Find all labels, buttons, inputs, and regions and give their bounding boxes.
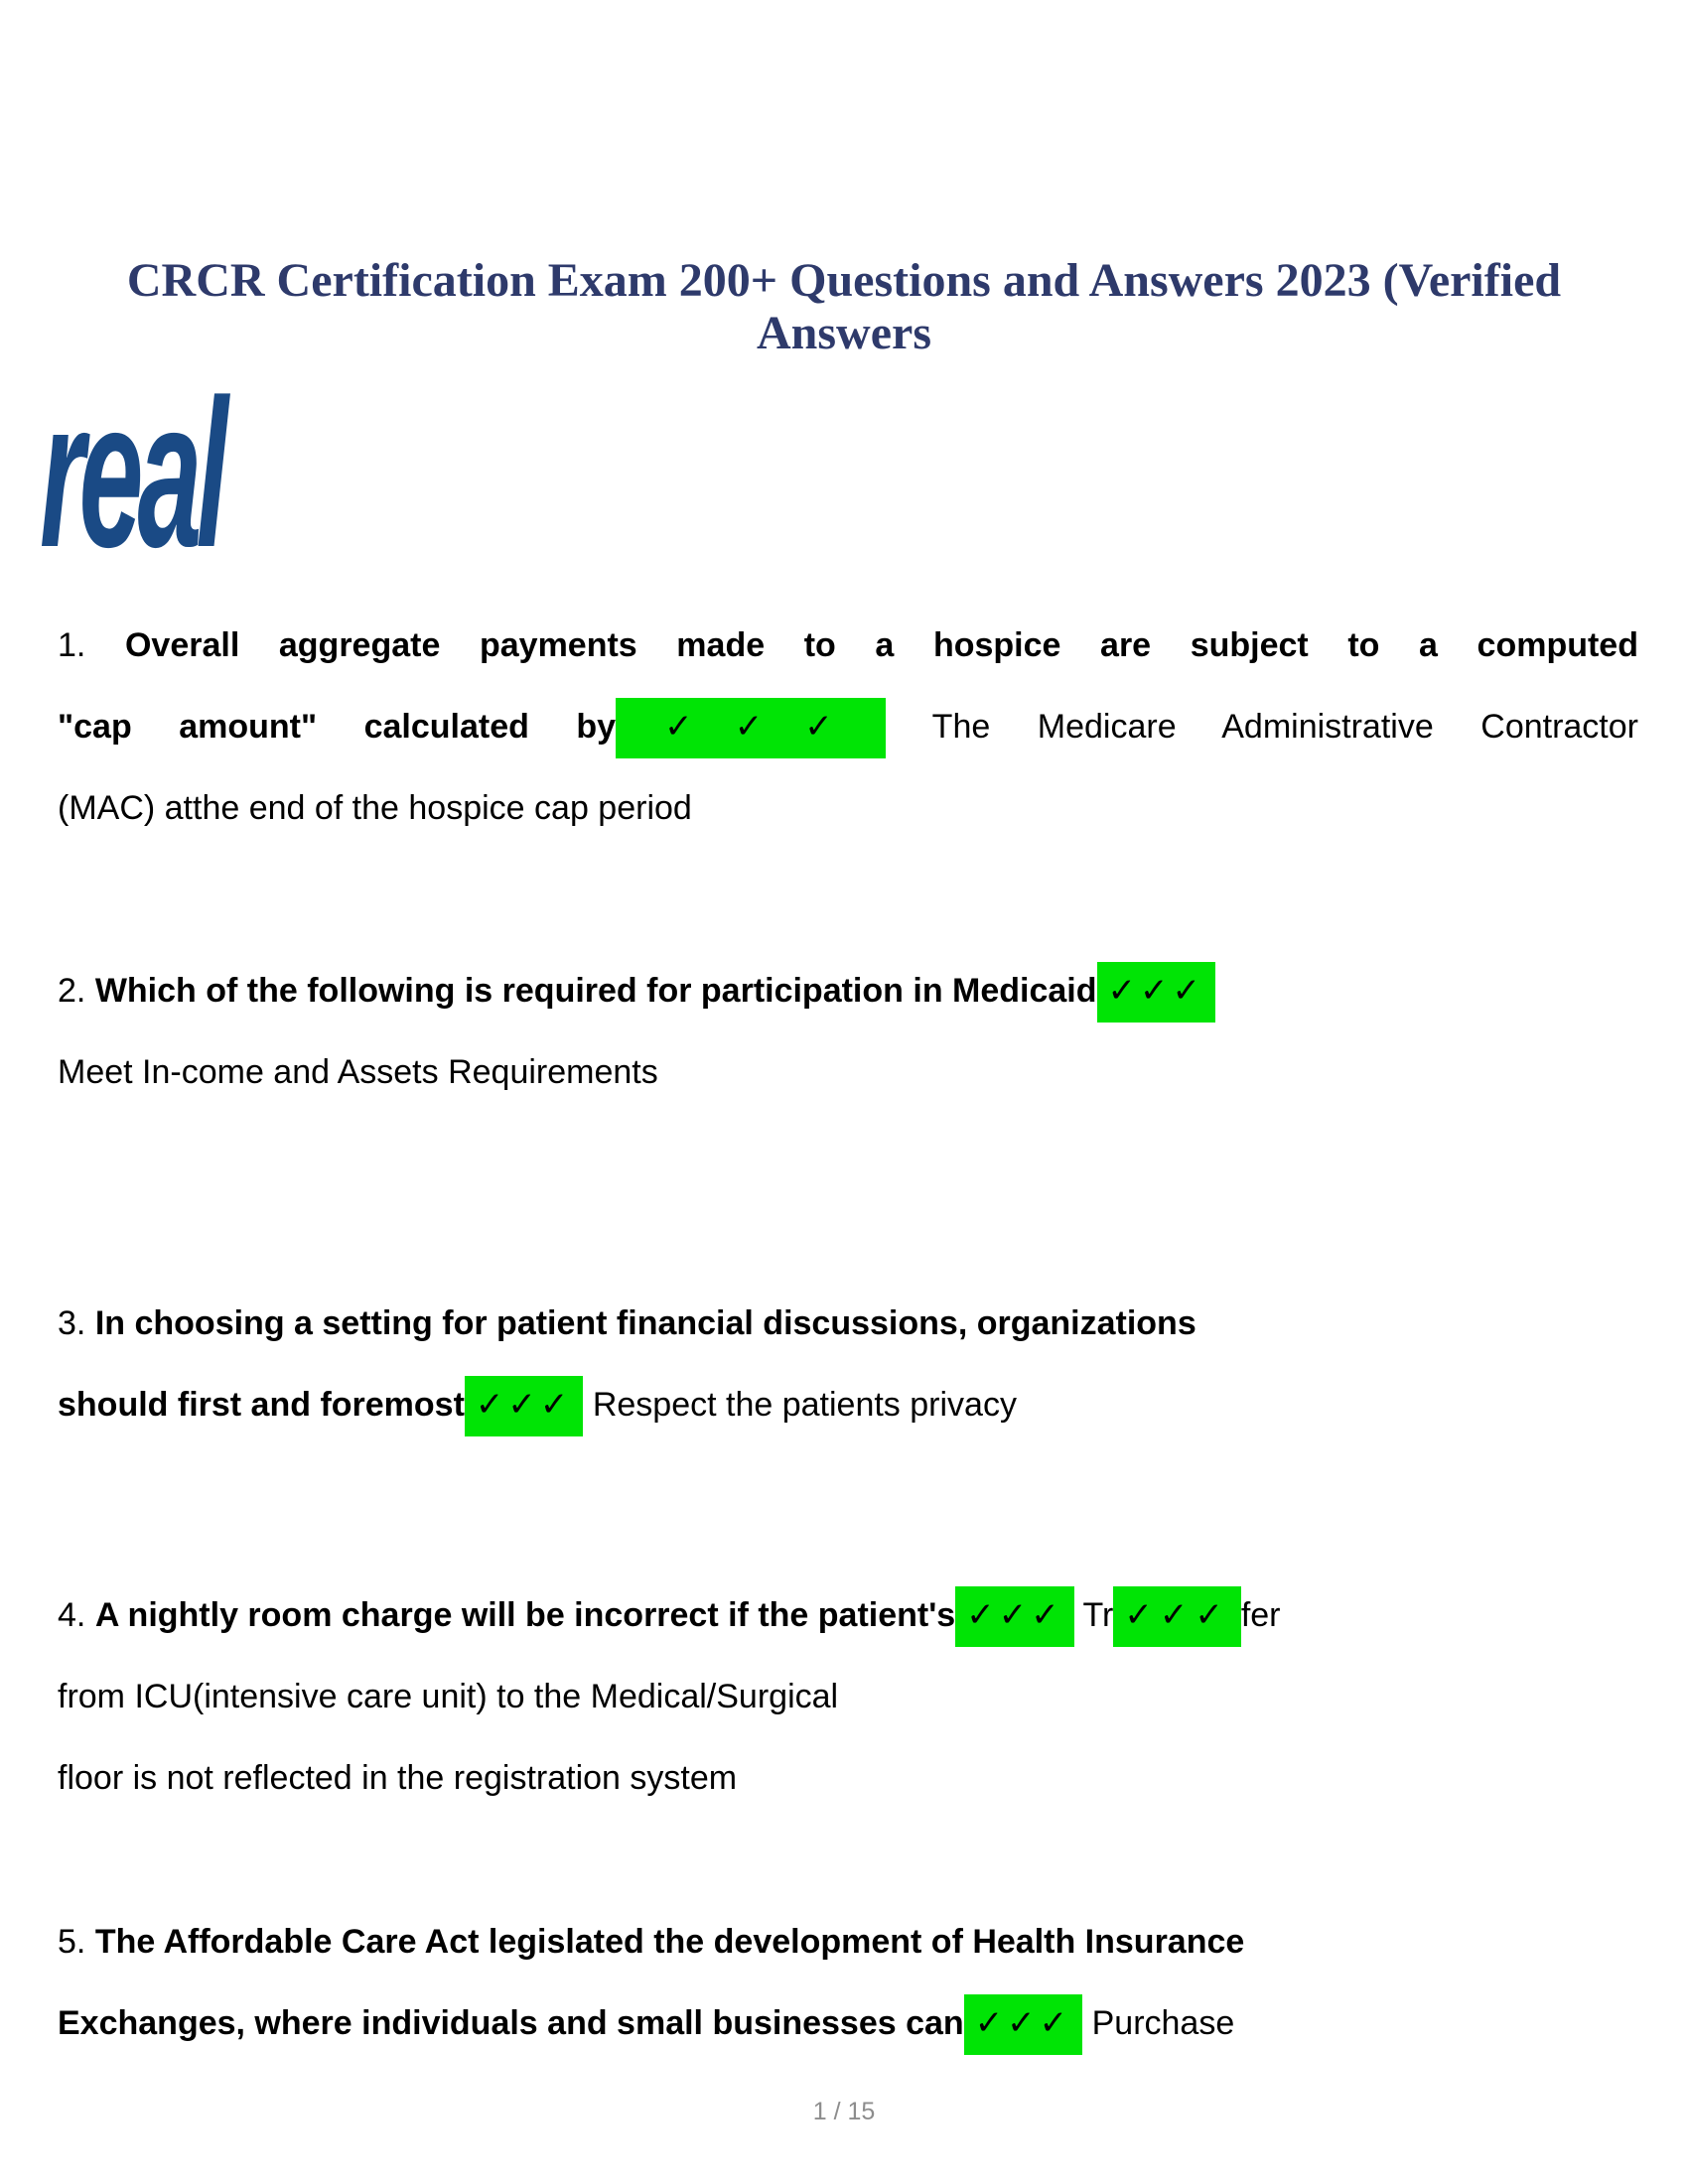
question-4-answer-cont: floor is not reflected in the registration system bbox=[58, 1759, 738, 1797]
question-1-line-3 bbox=[58, 767, 1638, 849]
question-3 bbox=[58, 1283, 1638, 1445]
question-3-text-cont: should first and foremost bbox=[58, 1386, 465, 1424]
question-2-line-1 bbox=[58, 950, 1638, 1031]
answer-marker-highlight: ✓✓✓ bbox=[1097, 962, 1215, 1023]
question-5-number: 5. bbox=[58, 1923, 95, 1961]
question-5-line-2 bbox=[58, 1982, 1638, 2064]
question-4-answer-fragment: fer bbox=[1240, 1596, 1281, 1634]
question-5-answer: Purchase bbox=[1082, 2004, 1235, 2042]
question-3-line-1 bbox=[58, 1283, 1638, 1364]
question-4-answer-fragment: Tr bbox=[1073, 1596, 1114, 1634]
question-4 bbox=[58, 1574, 1638, 1819]
question-4-answer: from ICU(intensive care unit) to the Medical/Surgical bbox=[58, 1678, 839, 1715]
real-logo: real bbox=[40, 355, 223, 591]
question-5-text: The Affordable Care Act legislated the development of Health Insurance bbox=[94, 1923, 1245, 1961]
question-4-line-2 bbox=[58, 1656, 1638, 1737]
document-title-line2: Answers bbox=[757, 307, 931, 359]
question-2-number: 2. bbox=[58, 972, 95, 1010]
answer-marker-highlight: ✓✓✓ bbox=[1113, 1586, 1240, 1647]
question-4-number: 4. bbox=[58, 1596, 95, 1634]
question-1-line-2 bbox=[58, 686, 1638, 767]
question-4-line-1 bbox=[58, 1574, 1638, 1656]
answer-marker-highlight: ✓✓✓ bbox=[616, 698, 886, 758]
document-title-line1: CRCR Certification Exam 200+ Questions and Answers 2023 (Verified bbox=[126, 254, 1562, 307]
question-1-line-1 bbox=[58, 605, 1638, 686]
question-3-answer: Respect the patients privacy bbox=[583, 1386, 1017, 1424]
question-2 bbox=[58, 950, 1638, 1113]
document-title bbox=[0, 254, 1688, 359]
answer-marker-highlight: ✓✓✓ bbox=[955, 1586, 1073, 1647]
question-3-line-2 bbox=[58, 1364, 1638, 1445]
question-1-answer-cont: (MAC) atthe end of the hospice cap period bbox=[58, 789, 692, 827]
question-3-text: In choosing a setting for patient financial discussions, organizations bbox=[94, 1304, 1196, 1342]
page-number: 1 / 15 bbox=[812, 2098, 876, 2125]
question-1-answer: The Medicare Administrative Contractor bbox=[885, 708, 1638, 746]
question-1-text: Overall aggregate payments made to a hospice are subject to a computed bbox=[124, 626, 1638, 664]
question-4-text: A nightly room charge will be incorrect if the patient's bbox=[94, 1596, 956, 1634]
question-3-number: 3. bbox=[58, 1304, 95, 1342]
question-2-line-2 bbox=[58, 1031, 1638, 1113]
question-5 bbox=[58, 1901, 1638, 2064]
question-2-answer: Meet In-come and Assets Requirements bbox=[58, 1053, 658, 1091]
question-2-text: Which of the following is required for participation in Medicaid bbox=[94, 972, 1097, 1010]
question-5-text-cont: Exchanges, where individuals and small businesses can bbox=[58, 2004, 964, 2042]
question-5-line-1 bbox=[58, 1901, 1638, 1982]
question-4-line-3 bbox=[58, 1737, 1638, 1819]
answer-marker-highlight: ✓✓✓ bbox=[964, 1994, 1082, 2055]
question-1-text-cont: "cap amount" calculated by bbox=[58, 708, 617, 746]
question-1-number: 1. bbox=[58, 626, 125, 664]
question-1 bbox=[58, 605, 1638, 849]
answer-marker-highlight: ✓✓✓ bbox=[465, 1376, 583, 1436]
